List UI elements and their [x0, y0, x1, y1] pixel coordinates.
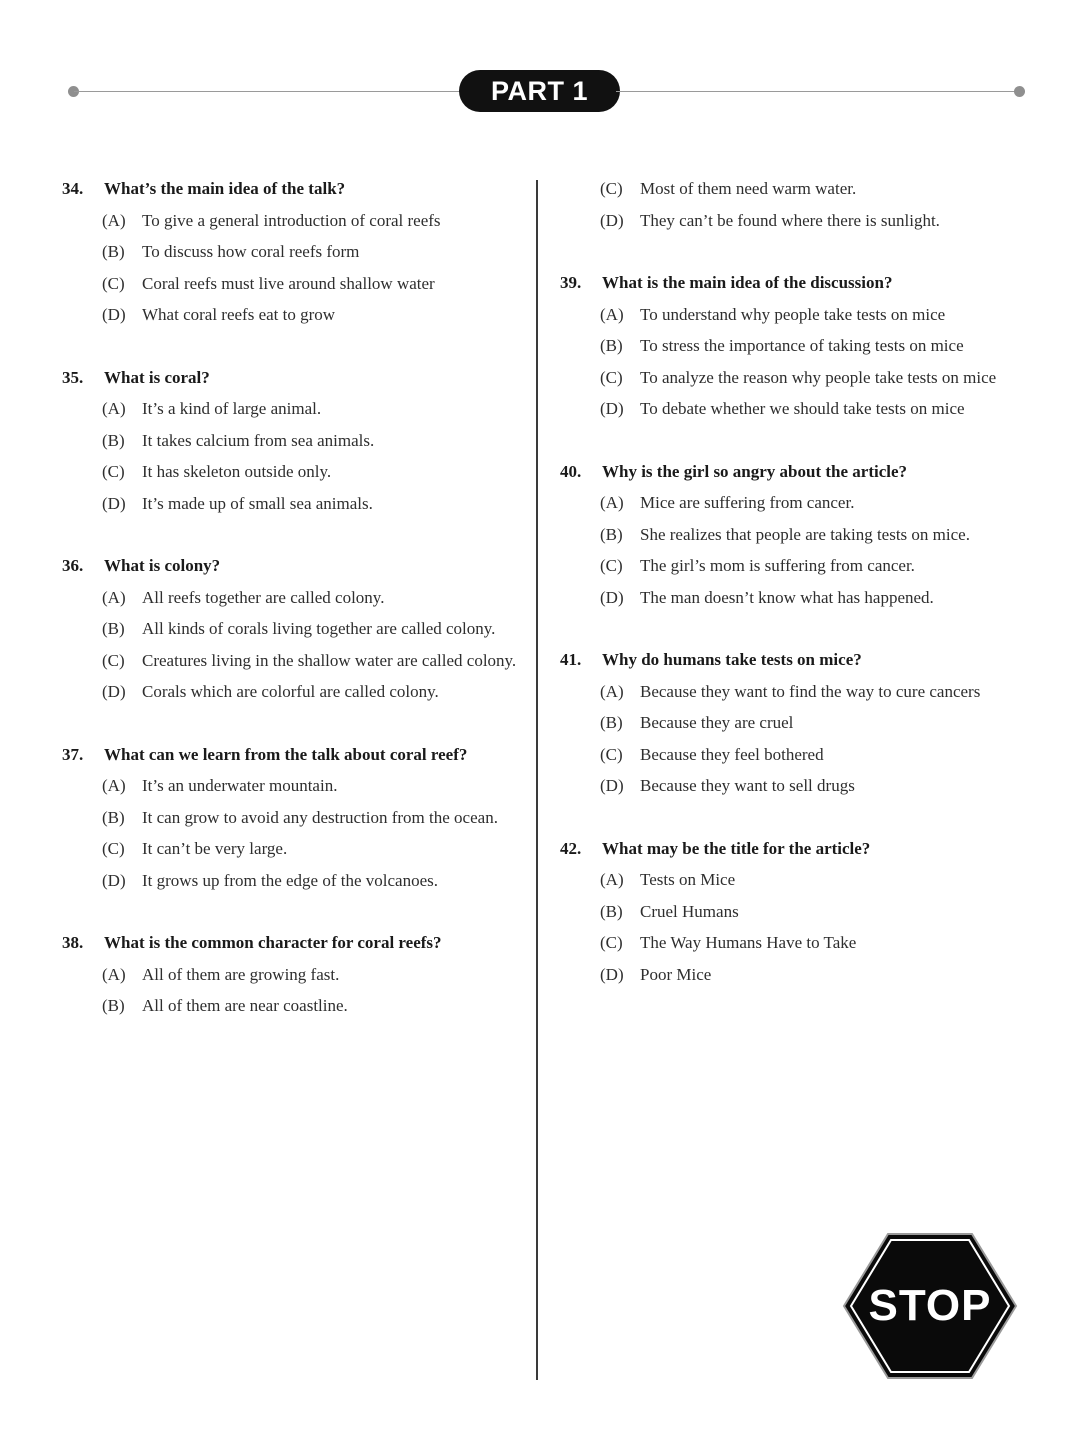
answer-option [560, 770, 1030, 802]
option-text: The girl’s mom is suffering from cancer. [640, 556, 915, 575]
option-letter: (C) [600, 933, 623, 952]
answer-option [62, 488, 532, 520]
answer-option [560, 393, 1030, 425]
option-text: To stress the importance of taking tests on mice [640, 336, 964, 355]
answer-option [62, 613, 532, 645]
answer-option [560, 864, 1030, 896]
answer-option [560, 927, 1030, 959]
option-letter: (D) [600, 587, 624, 607]
option-letter: (D) [600, 964, 624, 984]
question-number: 41. [560, 650, 582, 669]
part-badge: PART 1 [459, 70, 620, 112]
option-text: Mice are suffering from cancer. [640, 493, 855, 512]
question-stem [62, 739, 532, 771]
answer-option [62, 802, 532, 834]
option-text: It’s made up of small sea animals. [142, 493, 373, 513]
option-text: The Way Humans Have to Take [640, 933, 857, 952]
option-letter: (A) [102, 210, 126, 230]
option-letter: (A) [102, 776, 126, 795]
answer-option [62, 299, 532, 331]
header-left-rule [74, 91, 464, 92]
option-letter: (B) [102, 807, 125, 827]
option-letter: (D) [600, 399, 624, 418]
question-stem [560, 267, 1030, 299]
option-letter: (C) [600, 556, 623, 575]
stop-label: STOP [868, 1281, 992, 1330]
question-text: What is the common character for coral reefs? [104, 933, 442, 952]
option-letter: (D) [102, 493, 126, 513]
option-letter: (D) [102, 305, 126, 324]
option-text: They can’t be found where there is sunlight. [640, 210, 940, 230]
option-letter: (B) [102, 430, 125, 450]
question-item [62, 362, 532, 520]
question-number: 36. [62, 556, 84, 575]
option-text: Coral reefs must live around shallow water [142, 273, 435, 293]
answer-option [560, 487, 1030, 519]
option-text: It’s an underwater mountain. [142, 776, 338, 795]
option-letter: (C) [102, 273, 125, 293]
header-right-dot [1014, 86, 1025, 97]
question-text: What can we learn from the talk about coral reef? [104, 744, 468, 764]
left-column [62, 173, 532, 1053]
question-stem [62, 362, 532, 394]
option-text: It’s a kind of large animal. [142, 399, 322, 418]
option-letter: (B) [102, 242, 125, 261]
answer-option [560, 330, 1030, 362]
option-letter: (C) [600, 367, 623, 387]
right-column [560, 173, 1030, 1021]
option-text: What coral reefs eat to grow [142, 305, 336, 324]
answer-option [62, 770, 532, 802]
option-letter: (B) [600, 901, 623, 921]
option-text: To give a general introduction of coral reefs [142, 210, 441, 230]
answer-option [62, 833, 532, 865]
answer-option [62, 865, 532, 897]
option-text: Poor Mice [640, 964, 712, 984]
option-text: Corals which are colorful are called colony. [142, 682, 439, 701]
question-text: What is the main idea of the discussion? [602, 273, 893, 292]
option-letter: (C) [102, 650, 125, 670]
question-number: 39. [560, 273, 582, 292]
option-text: To understand why people take tests on mice [640, 304, 946, 324]
option-letter: (B) [102, 619, 125, 638]
question-item [62, 739, 532, 897]
option-text: Because they want to find the way to cure cancers [640, 681, 981, 701]
answer-option [560, 362, 1030, 394]
option-letter: (A) [600, 681, 624, 701]
answer-option [62, 676, 532, 708]
option-text: To analyze the reason why people take tests on mice [640, 367, 997, 387]
option-text: It can’t be very large. [142, 839, 288, 858]
option-letter: (C) [600, 744, 623, 764]
answer-option [62, 959, 532, 991]
option-letter: (B) [600, 713, 623, 732]
option-text: It has skeleton outside only. [142, 462, 332, 481]
option-text: Because they feel bothered [640, 744, 824, 764]
option-letter: (D) [600, 210, 624, 230]
answer-option [560, 959, 1030, 991]
question-stem [62, 550, 532, 582]
option-text: It grows up from the edge of the volcanoes. [142, 870, 438, 890]
option-text: Tests on Mice [640, 870, 736, 889]
question-text: Why do humans take tests on mice? [602, 650, 862, 669]
option-letter: (A) [102, 964, 126, 984]
question-number: 40. [560, 461, 582, 481]
question-item [560, 456, 1030, 614]
answer-option [560, 582, 1030, 614]
question-item [62, 927, 532, 1022]
answer-option [560, 676, 1030, 708]
question-text: What is coral? [104, 367, 210, 387]
option-text: All of them are growing fast. [142, 964, 340, 984]
question-text: What may be the title for the article? [602, 838, 871, 858]
option-text: All kinds of corals living together are called colony. [142, 619, 496, 638]
question-stem [62, 173, 532, 205]
question-text: What is colony? [104, 556, 221, 575]
question-item [560, 267, 1030, 425]
option-text: Because they want to sell drugs [640, 776, 855, 795]
option-text: Creatures living in the shallow water are called colony. [142, 650, 517, 670]
option-letter: (A) [600, 493, 624, 512]
answer-option [560, 896, 1030, 928]
option-text: All of them are near coastline. [142, 996, 348, 1015]
question-text: What’s the main idea of the talk? [104, 179, 346, 198]
option-letter: (B) [102, 996, 125, 1015]
option-letter: (D) [600, 776, 624, 795]
answer-option [560, 707, 1030, 739]
option-letter: (C) [102, 462, 125, 481]
option-letter: (A) [600, 870, 624, 889]
question-number: 42. [560, 838, 582, 858]
answer-option [62, 236, 532, 268]
option-text: To debate whether we should take tests on mice [640, 399, 965, 418]
answer-option [62, 425, 532, 457]
answer-option [62, 990, 532, 1022]
stop-sign [842, 1232, 1018, 1380]
option-text: All reefs together are called colony. [142, 587, 385, 607]
question-stem [560, 833, 1030, 865]
question-item [62, 550, 532, 708]
option-text: It takes calcium from sea animals. [142, 430, 375, 450]
option-letter: (D) [102, 870, 126, 890]
answer-option [62, 268, 532, 300]
answer-option [560, 205, 1030, 237]
option-text: The man doesn’t know what has happened. [640, 587, 934, 607]
question-number: 38. [62, 933, 84, 952]
option-text: Cruel Humans [640, 901, 739, 921]
answer-option [560, 550, 1030, 582]
question-number: 35. [62, 367, 84, 387]
option-letter: (C) [600, 179, 623, 198]
option-text: She realizes that people are taking tests on mice. [640, 524, 970, 544]
answer-option [560, 739, 1030, 771]
option-text: To discuss how coral reefs form [142, 242, 360, 261]
question-item [560, 833, 1030, 991]
question-text: Why is the girl so angry about the article? [602, 461, 908, 481]
option-text: It can grow to avoid any destruction from the ocean. [142, 807, 498, 827]
option-letter: (A) [102, 399, 126, 418]
answer-option [62, 205, 532, 237]
option-letter: (B) [600, 524, 623, 544]
page-header [0, 0, 1080, 140]
option-letter: (A) [102, 587, 126, 607]
question-stem [62, 927, 532, 959]
option-letter: (A) [600, 304, 624, 324]
option-letter: (C) [102, 839, 125, 858]
answer-option [62, 456, 532, 488]
header-right-rule [616, 91, 1020, 92]
question-number: 34. [62, 179, 84, 198]
answer-option [62, 393, 532, 425]
question-item [560, 644, 1030, 802]
option-letter: (B) [600, 336, 623, 355]
answer-option [560, 299, 1030, 331]
answer-option [62, 645, 532, 677]
question-number: 37. [62, 744, 84, 764]
question-stem [560, 456, 1030, 488]
option-text: Most of them need warm water. [640, 179, 857, 198]
answer-option [560, 173, 1030, 205]
question-stem [560, 644, 1030, 676]
answer-option [62, 582, 532, 614]
column-divider [536, 180, 538, 1380]
question-item [62, 173, 532, 331]
option-letter: (D) [102, 682, 126, 701]
option-text: Because they are cruel [640, 713, 794, 732]
answer-option [560, 519, 1030, 551]
question-38-continuation [560, 173, 1030, 236]
